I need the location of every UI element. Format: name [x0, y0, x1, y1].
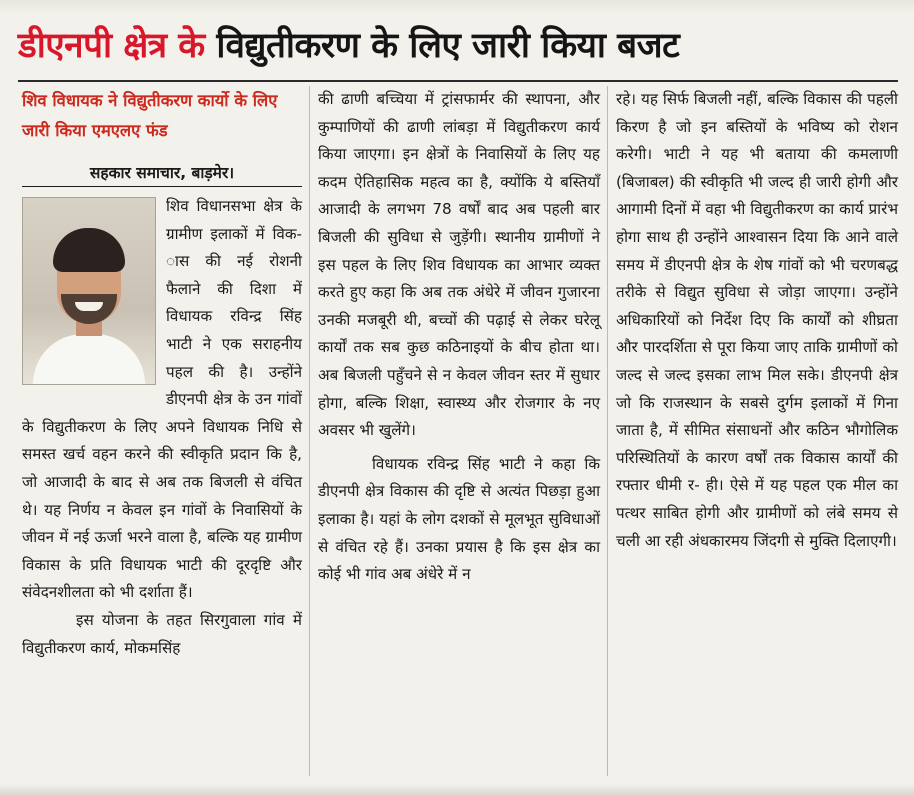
- photo-shirt: [33, 334, 145, 385]
- byline: सहकार समाचार, बाड़मेर।: [22, 160, 302, 187]
- column-divider-1: [309, 86, 310, 776]
- top-edge-strip: [0, 0, 914, 14]
- headline-black-part: विद्युतीकरण के लिए जारी किया बजट: [204, 26, 680, 66]
- headline-red-part: डीएनपी क्षेत्र के: [18, 26, 205, 66]
- column-divider-2: [607, 86, 608, 776]
- column-2: [318, 86, 600, 589]
- mla-photo: [22, 197, 156, 385]
- sub-headline: शिव विधायक ने विद्युतीकरण कार्यो के लिए जारी किया एमएलए फंड: [22, 91, 278, 140]
- photo-hair: [53, 228, 125, 272]
- col2-paragraph-1: की ढाणी बच्चिया में ट्रांसफार्मर की स्थापना, और कुम्पाणियों की ढाणी लांबड़ा में विद्युतीकरण कार्य किया जाएगा। इन क्षेत्रों के निवासियों के लिए यह कदम ऐतिहासिक महत्व का है, क्योंकि ये बस्तियाँ आजादी के लगभग 78 वर्षों बाद अब पहली बार बिजली की सुविधा से जुड़ेंगी। स्थानीय ग्रामीणों ने इस पहल के लिए शिव विधायक का आभार व्यक्त करते हुए कहा कि अब तक अंधेरे में जीवन गुजारना उनकी मजबूरी थी, बच्चों की पढ़ाई से लेकर घरेलू कार्यों तक सब कुछ कठिनाइयों के बीच होता था। अब बिजली पहुँचने से न केवल जीवन स्तर में सुधार होगा, बल्कि शिक्षा, स्वास्थ्य और रोजगार के नए अवसर भी खुलेंगे।: [318, 90, 600, 440]
- headline-rule: [18, 80, 898, 82]
- col1-paragraph-1: शिव विधानसभा क्षेत्र के ग्रामीण इलाकों में विक- ास की नई रोशनी फैलाने की दिशा में विधायक रविन्द्र सिंह भाटी ने एक सराहनीय पहल की है। उन्होंने डीएनपी क्षेत्र के उन गांवों के विद्युतीकरण के लिए अपने विधायक निधि से समस्त खर्च वहन करने की स्वीकृति प्रदान कि है, जो आजादी के बाद से अब तक बिजली से वंचित थे। यह निर्णय न केवल इन गांवों के निवासियों के जीवन में नई ऊर्जा भरने वाला है, बल्कि यह ग्रामीण विकास के प्रति विधायक भाटी की दूरदृष्टि और संवेदनशीलता को भी दर्शाता हैं।: [22, 197, 302, 602]
- article-headline: [18, 18, 898, 74]
- column-1: [22, 86, 302, 662]
- col1-paragraph-2: इस योजना के तहत सिरगुवाला गांव में विद्युतीकरण कार्य, मोकमसिंह: [22, 610, 302, 657]
- column-3: [616, 86, 898, 555]
- col2-paragraph-2: विधायक रविन्द्र सिंह भाटी ने कहा कि डीएनपी क्षेत्र विकास की दृष्टि से अत्यंत पिछड़ा हुआ इलाका है। यहां के लोग दशकों से मूलभूत सुविधाओं से वंचित रहे हैं। उनका प्रयास है कि इस क्षेत्र का कोई भी गांव अब अंधेरे में न: [318, 454, 600, 584]
- col3-paragraph-1: रहे। यह सिर्फ बिजली नहीं, बल्कि विकास की पहली किरण है जो इन बस्तियों के भविष्य को रोशन करेगी। भाटी ने यह भी बताया की कमलाणी (बिजाबल) की स्वीकृति भी जल्द ही जारी होगी और आगामी दिनों में वहा भी विद्युतीकरण का कार्य प्रारंभ होगा साथ ही उन्होंने आश्वासन दिया कि आने वाले समय में डीएनपी क्षेत्र के शेष गांवों को भी चरणबद्ध तरीके से विद्युत सुविधा से जोड़ा जाएगा। उन्होंने अधिकारियों को निर्देश दिए कि कार्यों को शीघ्रता और पारदर्शिता से पूरा किया जाए ताकि ग्रामीणों को जल्द से जल्द इसका लाभ मिल सके। डीएनपी क्षेत्र जो कि राजस्थान के सबसे दुर्गम इलाकों में गिना जाता है, में सीमित संसाधनों और कठिन भौगोलिक परिस्थितियों के कारण वर्षों तक विकास कार्यों की रफ्तार धीमी र- ही। ऐसे में यह पहल एक मील का पत्थर साबित होगी और ग्रामीणों को लंबे समय से चली आ रही अंधकारमय जिंदगी से मुक्ति दिलाएगी।: [616, 90, 898, 550]
- bottom-edge-strip: [0, 784, 914, 796]
